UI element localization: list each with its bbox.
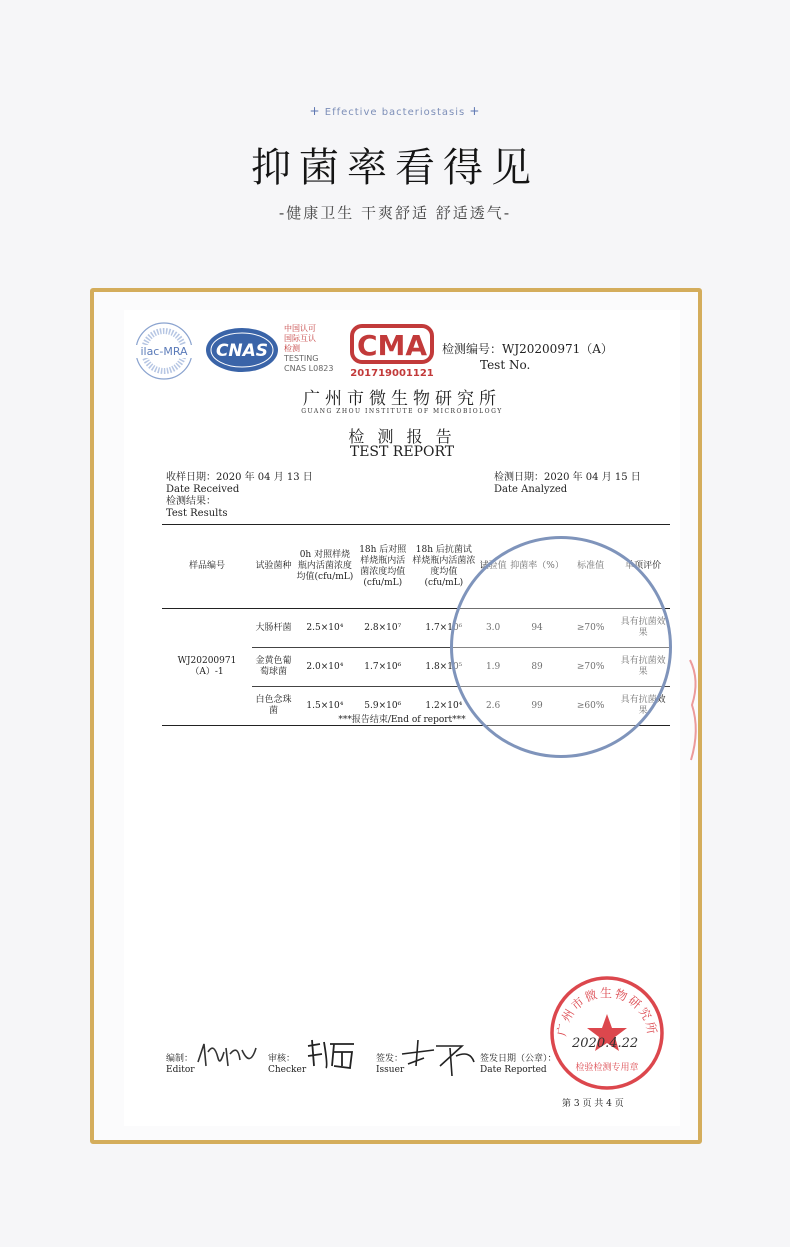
control-0h-cell: 1.5×10⁴	[295, 687, 355, 726]
test-18h-cell: 1.2×10⁴	[411, 687, 477, 726]
report-title-en: TEST REPORT	[349, 444, 455, 460]
institute-name-en: GUANG ZHOU INSTITUTE OF MICROBIOLOGY	[301, 408, 503, 415]
standard-cell: ≥70%	[565, 609, 616, 648]
issuer-label-cn: 签发：	[376, 1054, 404, 1064]
control-0h-cell: 2.0×10⁴	[295, 648, 355, 687]
checker-signature-icon	[304, 1036, 360, 1072]
ilac-mra-logo	[130, 320, 198, 382]
date-analyzed	[494, 472, 641, 496]
cnas-text-line: TESTING	[284, 354, 319, 363]
checker-label	[268, 1054, 306, 1076]
official-seal-icon	[548, 974, 666, 1092]
test-18h-cell: 1.8×10⁵	[411, 648, 477, 687]
editor-label-en: Editor	[166, 1065, 195, 1075]
date-reported-en: Date Reported	[480, 1065, 547, 1075]
end-of-report: ***报告结束/End of report***	[338, 715, 466, 725]
checker-label-en: Checker	[268, 1065, 307, 1075]
col-18h-control: 18h 后对照样烧瓶内活菌浓度均值(cfu/mL)	[355, 525, 411, 609]
date-received-cn: 收样日期：2020 年 04 月 13 日	[166, 472, 313, 483]
cma-label: CMA	[356, 329, 428, 362]
cnas-accreditation-text	[284, 324, 333, 374]
test-18h-cell: 1.7×10⁶	[411, 609, 477, 648]
editor-label-cn: 编制：	[166, 1054, 194, 1064]
header	[0, 0, 790, 290]
page-title: 抑菌率看得见	[251, 145, 539, 191]
cnas-text-line: CNAS L0823	[284, 364, 334, 373]
col-0h-control: 0h 对照样烧瓶内活菌浓度均值(cfu/mL)	[295, 525, 355, 609]
test-number-en: Test No.	[480, 358, 531, 372]
date-received	[166, 472, 313, 520]
ilac-label: ilac-MRA	[140, 345, 188, 358]
institute-name: 广州市微生物研究所	[303, 389, 501, 409]
evaluation-cell: 具有抗菌效果	[616, 609, 670, 648]
issuer-label-en: Issuer	[376, 1065, 405, 1075]
inhibition-rate-cell: 89	[509, 648, 565, 687]
test-value-cell: 1.9	[477, 648, 509, 687]
plus-icon: +	[309, 104, 321, 118]
cnas-label: CNAS	[215, 341, 269, 361]
date-reported-cn: 签发日期（公章）：	[480, 1054, 557, 1064]
date-received-en: Date Received	[166, 484, 240, 495]
editor-label	[166, 1054, 195, 1076]
report-frame	[90, 288, 702, 1144]
seal-text: 广州市微生物研究所	[554, 985, 660, 1038]
date-handwritten: 2020.4.22	[572, 1036, 639, 1051]
sample-id-cell: WJ20200971（A）-1	[162, 609, 252, 726]
cma-number: 201719001121	[350, 368, 434, 379]
test-value-cell: 2.6	[477, 687, 509, 726]
results-label-en: Test Results	[166, 508, 228, 519]
control-18h-cell: 2.8×10⁷	[355, 609, 411, 648]
issuer-signature-icon	[400, 1036, 480, 1080]
inhibition-rate-cell: 94	[509, 609, 565, 648]
date-analyzed-cn: 检测日期：2020 年 04 月 15 日	[494, 472, 641, 483]
evaluation-cell: 具有抗菌效果	[616, 687, 670, 726]
col-evaluation: 单项评价	[616, 525, 670, 609]
results-label: 检测结果：	[166, 496, 216, 507]
standard-cell: ≥60%	[565, 687, 616, 726]
date-reported-label	[480, 1054, 557, 1076]
strain-cell: 金黄色葡萄球菌	[252, 648, 295, 687]
strain-cell: 白色念珠菌	[252, 687, 295, 726]
edge-stamp-fragment	[688, 650, 702, 770]
report-title: 检 测 报 告	[348, 427, 456, 446]
plus-icon: +	[469, 104, 481, 118]
editor-signature-icon	[194, 1038, 264, 1072]
inhibition-rate-cell: 99	[509, 687, 565, 726]
cnas-text-line: 检测	[284, 344, 300, 353]
tagline-text: Effective bacteriostasis	[324, 107, 466, 118]
test-report-document	[124, 310, 680, 1126]
cnas-text-line: 国际互认	[284, 334, 316, 343]
strain-cell: 大肠杆菌	[252, 609, 295, 648]
date-analyzed-en: Date Analyzed	[494, 484, 568, 495]
checker-label-cn: 审核：	[268, 1054, 296, 1064]
standard-cell: ≥70%	[565, 648, 616, 687]
col-sample-id: 样品编号	[162, 525, 252, 609]
test-value-cell: 3.0	[477, 609, 509, 648]
page-number: 第 3 页 共 4 页	[562, 1099, 624, 1109]
control-18h-cell: 5.9×10⁶	[355, 687, 411, 726]
evaluation-cell: 具有抗菌效果	[616, 648, 670, 687]
tagline	[0, 104, 790, 118]
page-subtitle: -健康卫生 干爽舒适 舒适透气-	[278, 204, 512, 222]
col-test-value: 试验值	[477, 525, 509, 609]
cnas-logo	[204, 326, 280, 374]
cnas-text-line: 中国认可	[284, 324, 316, 333]
col-standard: 标准值	[565, 525, 616, 609]
col-strain: 试验菌种	[252, 525, 295, 609]
seal-bottom-text: 检验检测专用章	[575, 1063, 639, 1073]
col-18h-test: 18h 后抗菌试样烧瓶内活菌浓度均值(cfu/mL)	[411, 525, 477, 609]
col-inhibition-rate: 抑菌率（%）	[509, 525, 565, 609]
control-18h-cell: 1.7×10⁶	[355, 648, 411, 687]
test-number: 检测编号：WJ20200971（A）	[442, 342, 613, 356]
control-0h-cell: 2.5×10⁴	[295, 609, 355, 648]
